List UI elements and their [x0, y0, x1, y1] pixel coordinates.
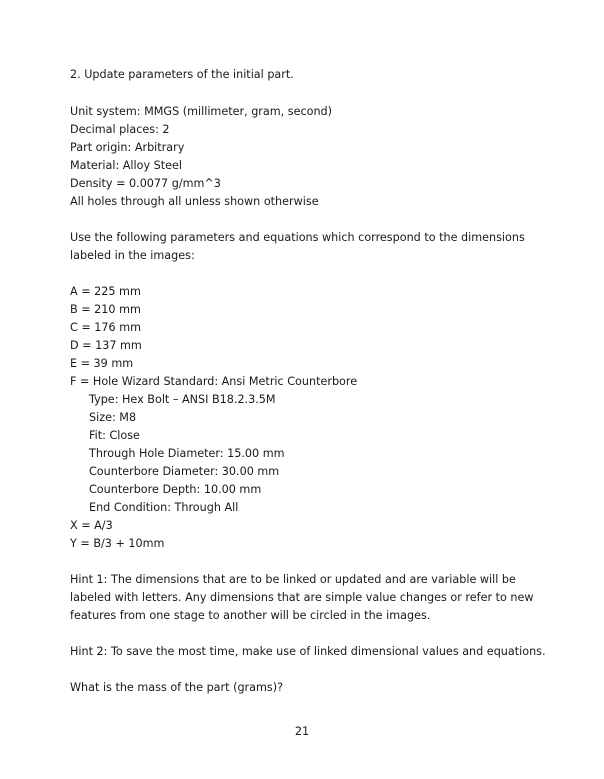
param-c: C = 176 mm — [70, 321, 142, 334]
hole-type: Type: Hex Bolt – ANSI B18.2.3.5M — [89, 393, 276, 406]
hint2: Hint 2: To save the most time, make use of linked dimensional values and equations. — [70, 645, 546, 658]
intro-line-2: labeled in the images: — [70, 249, 195, 262]
equation-y: Y = B/3 + 10mm — [70, 537, 165, 550]
spec-material: Material: Alloy Steel — [70, 159, 183, 172]
hole-through-diameter: Through Hole Diameter: 15.00 mm — [89, 447, 285, 460]
spec-holes-note: All holes through all unless shown otherwise — [70, 195, 319, 208]
equation-x: X = A/3 — [70, 519, 113, 532]
param-d: D = 137 mm — [70, 339, 142, 352]
hole-counterbore-diameter: Counterbore Diameter: 30.00 mm — [89, 465, 280, 478]
param-f: F = Hole Wizard Standard: Ansi Metric Counterbore — [70, 375, 358, 388]
hole-size: Size: M8 — [89, 411, 137, 424]
spec-part-origin: Part origin: Arbitrary — [70, 141, 185, 154]
hint1-line-1: Hint 1: The dimensions that are to be linked or updated and are variable will be — [70, 573, 516, 586]
param-e: E = 39 mm — [70, 357, 134, 370]
question: What is the mass of the part (grams)? — [70, 681, 284, 694]
spec-decimal-places: Decimal places: 2 — [70, 123, 170, 136]
hint1-line-3: features from one stage to another will be circled in the images. — [70, 609, 431, 622]
hole-fit: Fit: Close — [89, 429, 140, 442]
param-b: B = 210 mm — [70, 303, 141, 316]
intro-line-1: Use the following parameters and equations which correspond to the dimensions — [70, 231, 525, 244]
page-number: 21 — [294, 725, 310, 738]
param-a: A = 225 mm — [70, 285, 141, 298]
hint1-line-2: labeled with letters. Any dimensions that are simple value changes or refer to new — [70, 591, 534, 604]
spec-unit-system: Unit system: MMGS (millimeter, gram, second) — [70, 105, 333, 118]
spec-density: Density = 0.0077 g/mm^3 — [70, 177, 221, 190]
section-heading: 2. Update parameters of the initial part. — [70, 68, 294, 81]
hole-counterbore-depth: Counterbore Depth: 10.00 mm — [89, 483, 262, 496]
hole-end-condition: End Condition: Through All — [89, 501, 239, 514]
